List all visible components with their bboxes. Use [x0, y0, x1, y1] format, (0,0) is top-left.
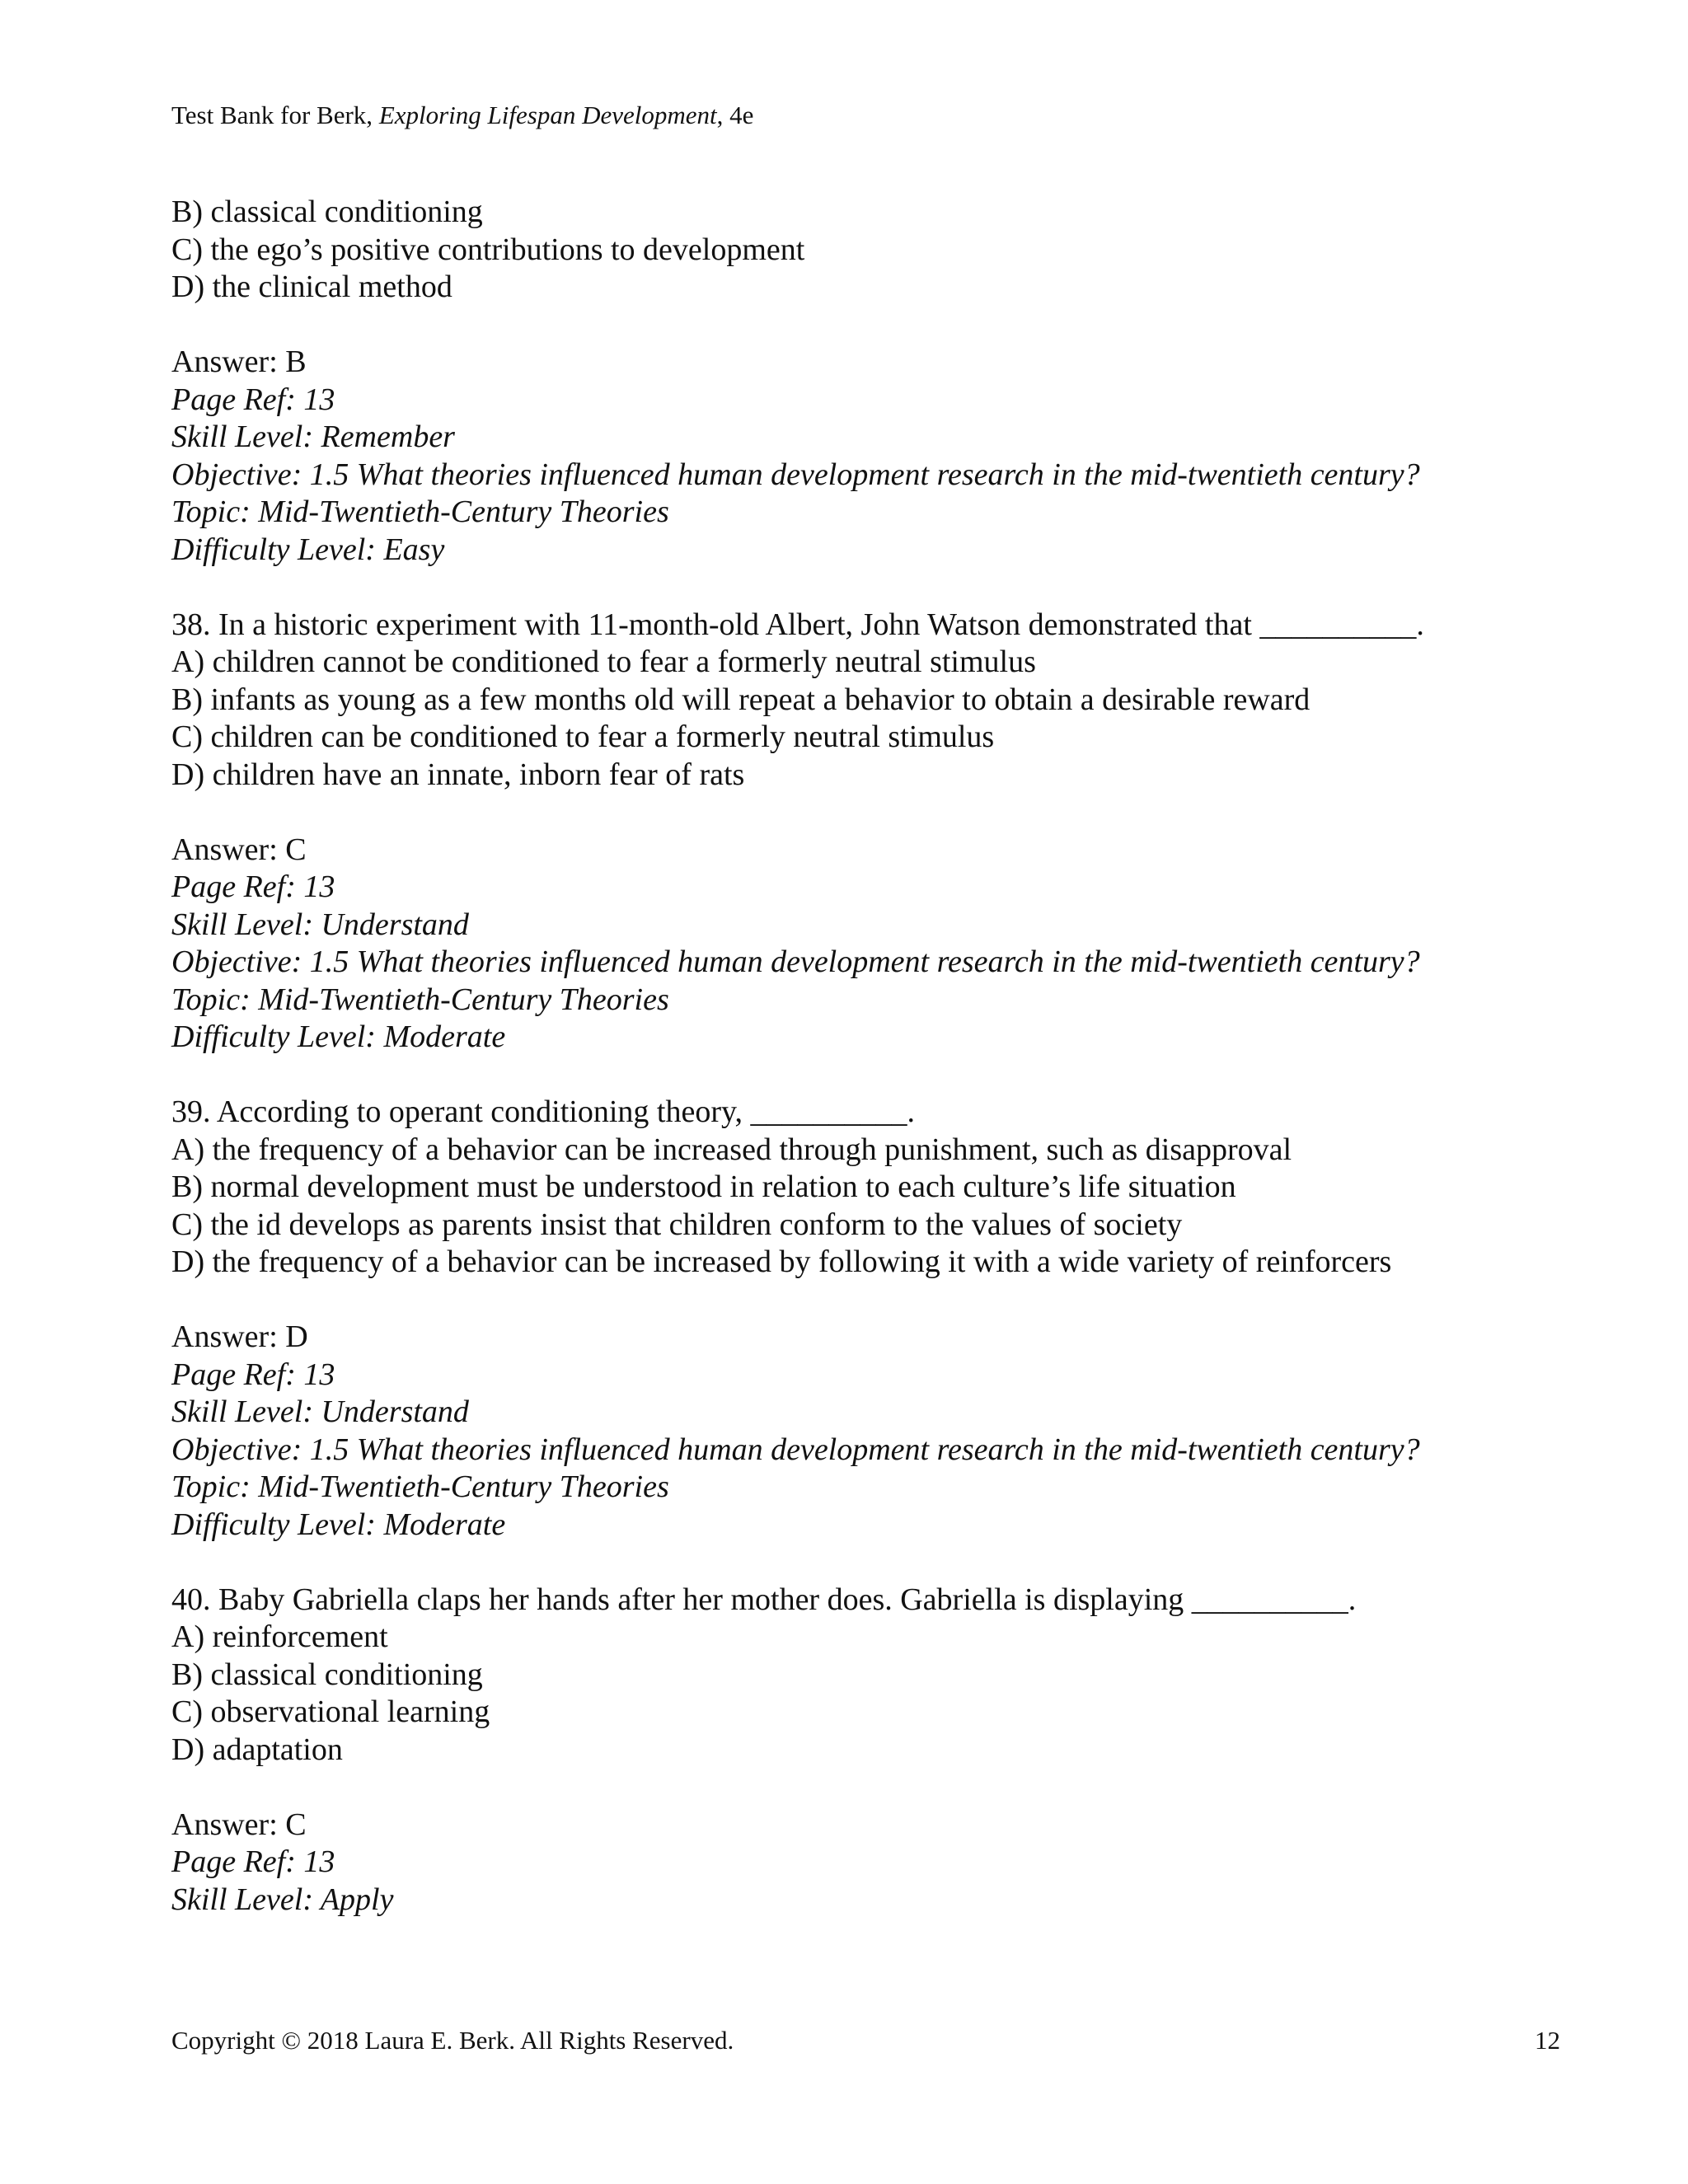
difficulty-level: Difficulty Level: Moderate — [171, 1019, 506, 1054]
answer-option: C) the ego’s positive contributions to development — [171, 232, 805, 267]
answer-key: Answer: C — [171, 832, 307, 867]
topic: Topic: Mid-Twentieth-Century Theories — [171, 494, 669, 529]
page-header — [171, 97, 753, 134]
answer-option: B) infants as young as a few months old will repeat a behavior to obtain a desirable reward — [171, 682, 1311, 717]
header-prefix: Test Bank for Berk, — [171, 101, 379, 129]
header-suffix: , 4e — [716, 101, 754, 129]
answer-option: B) classical conditioning — [171, 194, 483, 229]
question-text: 38. In a historic experiment with 11-month-old Albert, John Watson demonstrated that __________. — [171, 607, 1424, 642]
copyright-notice: Copyright © 2018 Laura E. Berk. All Rights Reserved. — [171, 2026, 734, 2055]
difficulty-level: Difficulty Level: Moderate — [171, 1507, 506, 1542]
question-39-block — [171, 1094, 1573, 1544]
page-ref: Page Ref: 13 — [171, 1357, 335, 1392]
question-38-block — [171, 607, 1573, 1057]
page-footer — [171, 2022, 1560, 2059]
answer-option: C) children can be conditioned to fear a formerly neutral stimulus — [171, 719, 995, 754]
answer-option: D) children have an innate, inborn fear of rats — [171, 757, 745, 792]
question-40-block — [171, 1582, 1573, 1919]
page-content — [171, 194, 1573, 1919]
objective: Objective: 1.5 What theories influenced human development research in the mid-twentieth century? — [171, 944, 1420, 979]
question-text: 40. Baby Gabriella claps her hands after her mother does. Gabriella is displaying __________. — [171, 1582, 1357, 1617]
answer-option: B) classical conditioning — [171, 1657, 483, 1692]
page-ref: Page Ref: 13 — [171, 382, 335, 417]
header-book-title: Exploring Lifespan Development — [378, 101, 717, 129]
skill-level: Skill Level: Remember — [171, 419, 455, 454]
answer-key: Answer: D — [171, 1319, 308, 1354]
answer-key: Answer: B — [171, 344, 307, 379]
question-text: 39. According to operant conditioning theory, __________. — [171, 1094, 915, 1129]
answer-option: A) children cannot be conditioned to fear a formerly neutral stimulus — [171, 644, 1036, 679]
answer-option: A) the frequency of a behavior can be increased through punishment, such as disapproval — [171, 1132, 1292, 1167]
objective: Objective: 1.5 What theories influenced human development research in the mid-twentieth century? — [171, 457, 1420, 492]
question-37-block — [171, 194, 1573, 569]
answer-option: C) the id develops as parents insist that children conform to the values of society — [171, 1207, 1183, 1242]
answer-option: D) the clinical method — [171, 269, 452, 304]
page-number: 12 — [1535, 2026, 1560, 2055]
answer-option: B) normal development must be understood in relation to each culture’s life situation — [171, 1169, 1236, 1204]
topic: Topic: Mid-Twentieth-Century Theories — [171, 982, 669, 1017]
page-ref: Page Ref: 13 — [171, 869, 335, 904]
objective: Objective: 1.5 What theories influenced human development research in the mid-twentieth century? — [171, 1432, 1420, 1467]
answer-option: A) reinforcement — [171, 1619, 388, 1654]
difficulty-level: Difficulty Level: Easy — [171, 532, 445, 567]
answer-key: Answer: C — [171, 1807, 307, 1842]
skill-level: Skill Level: Understand — [171, 907, 469, 942]
skill-level: Skill Level: Understand — [171, 1394, 469, 1429]
skill-level: Skill Level: Apply — [171, 1882, 394, 1917]
answer-option: D) adaptation — [171, 1732, 343, 1767]
answer-option: D) the frequency of a behavior can be increased by following it with a wide variety of reinforcers — [171, 1244, 1392, 1279]
page-ref: Page Ref: 13 — [171, 1844, 335, 1879]
answer-option: C) observational learning — [171, 1694, 490, 1729]
topic: Topic: Mid-Twentieth-Century Theories — [171, 1469, 669, 1504]
